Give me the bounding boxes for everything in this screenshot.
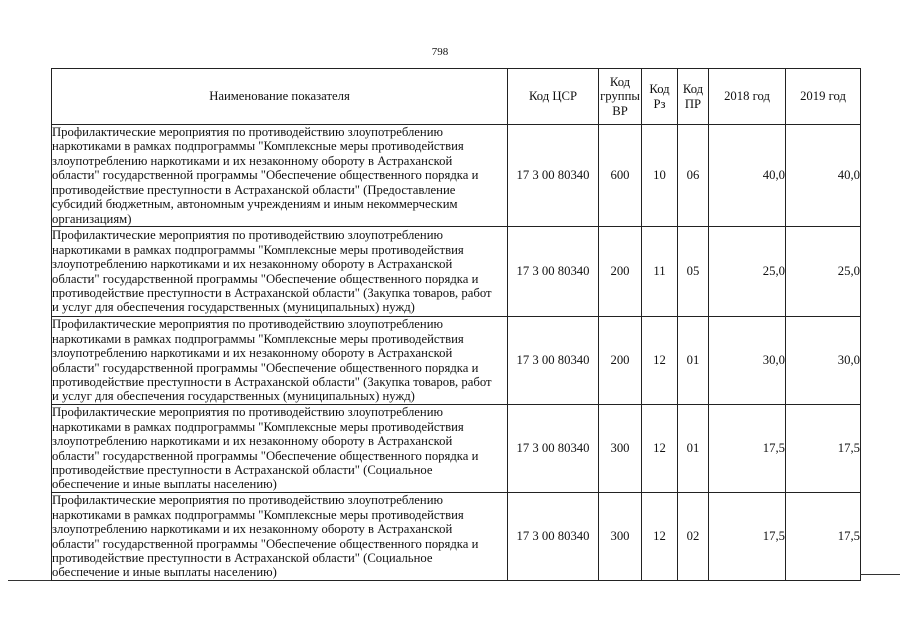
name-line: Профилактические мероприятия по противодействию злоупотреблению	[52, 317, 443, 332]
vr-code: 600	[599, 125, 642, 227]
table-row	[52, 125, 861, 227]
amount-2019: 30,0	[786, 317, 861, 405]
table-row	[52, 317, 861, 405]
vr-code: 200	[599, 227, 642, 317]
pr-code: 02	[678, 493, 709, 581]
name-line: противодействие преступности в Астраханской области" (Социальное	[52, 462, 433, 477]
header-pr-code	[678, 69, 709, 125]
name-line: злоупотреблению наркотиками и их незаконному обороту в Астраханской	[52, 257, 453, 272]
name-line: организациям)	[52, 211, 132, 226]
amount-2018: 17,5	[709, 493, 786, 581]
indicator-name	[52, 405, 508, 493]
amount-2019: 17,5	[786, 493, 861, 581]
name-line: противодействие преступности в Астраханской области" (Закупка товаров, работ	[52, 285, 492, 300]
indicator-name	[52, 227, 508, 317]
name-line: злоупотреблению наркотиками и их незаконному обороту в Астраханской	[52, 153, 453, 168]
vr-code: 300	[599, 493, 642, 581]
rz-code: 12	[642, 405, 678, 493]
header-2018: 2018 год	[709, 69, 786, 125]
name-line: области" государственной программы "Обеспечение общественного порядка и	[52, 168, 479, 183]
table-row	[52, 227, 861, 317]
name-line: наркотиками в рамках подпрограммы "Комплексные меры противодействия	[52, 419, 464, 434]
pr-code: 05	[678, 227, 709, 317]
scan-line-left	[8, 580, 51, 581]
header-rz-code	[642, 69, 678, 125]
amount-2019: 17,5	[786, 405, 861, 493]
name-line: области" государственной программы "Обеспечение общественного порядка и	[52, 271, 479, 286]
name-line: злоупотреблению наркотиками и их незаконному обороту в Астраханской	[52, 434, 453, 449]
budget-table	[51, 68, 861, 581]
amount-2018: 40,0	[709, 125, 786, 227]
name-line: обеспечение и иные выплаты населению)	[52, 565, 277, 580]
name-line: Профилактические мероприятия по противодействию злоупотреблению	[52, 405, 443, 420]
table-row	[52, 493, 861, 581]
header-vr-line: ВР	[612, 103, 628, 118]
name-line: обеспечение и иные выплаты населению)	[52, 477, 277, 492]
header-rz-line: Код	[649, 81, 670, 96]
name-line: области" государственной программы "Обеспечение общественного порядка и	[52, 536, 479, 551]
rz-code: 11	[642, 227, 678, 317]
amount-2018: 17,5	[709, 405, 786, 493]
rz-code: 12	[642, 317, 678, 405]
csr-code: 17 3 00 80340	[508, 317, 599, 405]
name-line: наркотиками в рамках подпрограммы "Комплексные меры противодействия	[52, 242, 464, 257]
amount-2019: 25,0	[786, 227, 861, 317]
table-row	[52, 405, 861, 493]
vr-code: 300	[599, 405, 642, 493]
name-line: наркотиками в рамках подпрограммы "Комплексные меры противодействия	[52, 507, 464, 522]
rz-code: 12	[642, 493, 678, 581]
name-line: злоупотреблению наркотиками и их незаконному обороту в Астраханской	[52, 346, 453, 361]
header-pr-line: ПР	[684, 96, 702, 111]
name-line: области" государственной программы "Обеспечение общественного порядка и	[52, 360, 479, 375]
indicator-name	[52, 125, 508, 227]
csr-code: 17 3 00 80340	[508, 405, 599, 493]
header-rz-line: Рз	[653, 96, 666, 111]
name-line: злоупотреблению наркотиками и их незаконному обороту в Астраханской	[52, 522, 453, 537]
page-number: 798	[431, 46, 449, 58]
name-line: Профилактические мероприятия по противодействию злоупотреблению	[52, 125, 443, 140]
header-row	[52, 69, 861, 125]
header-indicator-name: Наименование показателя	[52, 69, 508, 125]
amount-2018: 25,0	[709, 227, 786, 317]
pr-code: 06	[678, 125, 709, 227]
name-line: наркотиками в рамках подпрограммы "Комплексные меры противодействия	[52, 139, 464, 154]
header-csr-code: Код ЦСР	[508, 69, 599, 125]
header-vr-line: группы	[600, 89, 640, 104]
pr-code: 01	[678, 317, 709, 405]
amount-2019: 40,0	[786, 125, 861, 227]
name-line: области" государственной программы "Обеспечение общественного порядка и	[52, 448, 479, 463]
name-line: и услуг для обеспечения государственных (муниципальных) нужд)	[52, 300, 415, 315]
name-line: Профилактические мероприятия по противодействию злоупотреблению	[52, 493, 443, 508]
indicator-name	[52, 493, 508, 581]
amount-2018: 30,0	[709, 317, 786, 405]
name-line: противодействие преступности в Астраханской области" (Социальное	[52, 550, 433, 565]
vr-code: 200	[599, 317, 642, 405]
scan-line-right	[860, 574, 900, 575]
csr-code: 17 3 00 80340	[508, 227, 599, 317]
header-vr-line: Код	[609, 74, 631, 89]
header-2019: 2019 год	[786, 69, 861, 125]
name-line: Профилактические мероприятия по противодействию злоупотреблению	[52, 228, 443, 243]
csr-code: 17 3 00 80340	[508, 493, 599, 581]
pr-code: 01	[678, 405, 709, 493]
rz-code: 10	[642, 125, 678, 227]
name-line: наркотиками в рамках подпрограммы "Комплексные меры противодействия	[52, 331, 464, 346]
name-line: противодействие преступности в Астраханской области" (Предоставление	[52, 182, 456, 197]
name-line: субсидий бюджетным, автономным учреждениям и иным некоммерческим	[52, 197, 458, 212]
name-line: и услуг для обеспечения государственных (муниципальных) нужд)	[52, 389, 415, 404]
header-vr-code	[599, 69, 642, 125]
indicator-name	[52, 317, 508, 405]
csr-code: 17 3 00 80340	[508, 125, 599, 227]
header-pr-line: Код	[682, 81, 704, 96]
name-line: противодействие преступности в Астраханской области" (Закупка товаров, работ	[52, 374, 492, 389]
